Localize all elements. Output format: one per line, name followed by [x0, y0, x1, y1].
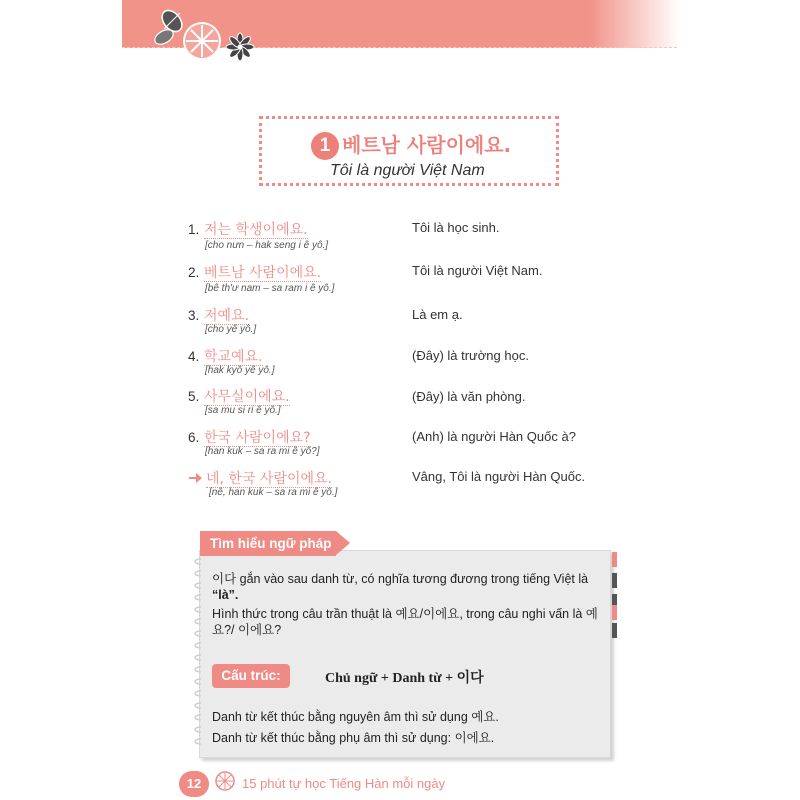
- example-number: 1.: [188, 222, 200, 237]
- example-translation: Vâng, Tôi là người Hàn Quốc.: [412, 469, 586, 484]
- example-number: 3.: [188, 308, 200, 323]
- example-korean: 저는 학생이에요.: [204, 222, 308, 238]
- structure-formula: Chủ ngữ + Danh từ + 이다: [325, 671, 484, 686]
- example-number: 5.: [188, 389, 200, 404]
- example-romanization: [hak kyô yê yô.]: [205, 365, 275, 376]
- book-title: 15 phút tự học Tiếng Hàn mỗi ngày: [242, 776, 446, 791]
- grammar-rule-vowel: Danh từ kết thúc bằng nguyên âm thì sử dụng 예요.: [212, 710, 499, 724]
- example-translation: Tôi là người Việt Nam.: [412, 263, 543, 278]
- example-translation: Là em ạ.: [412, 307, 463, 322]
- example-romanization: [cho yê yô.]: [205, 324, 257, 335]
- grammar-label-arrow: [336, 531, 350, 555]
- example-korean: 베트남 사람이에요.: [204, 265, 322, 281]
- notebook-tab: [612, 573, 617, 588]
- example-number: 2.: [188, 265, 200, 280]
- example-romanization: [cho nưn – hak seng i ê yô.]: [205, 240, 329, 251]
- example-romanization: [han kuk – sa ra mi ê yô?]: [205, 446, 320, 457]
- spiral-binding: [191, 557, 205, 747]
- lesson-title-korean: 베트남 사람이에요.: [342, 133, 512, 157]
- grammar-section-label: Tìm hiểu ngữ pháp: [200, 531, 336, 556]
- lesson-number-badge: 1: [311, 132, 339, 160]
- grammar-rule-consonant: Danh từ kết thúc bằng phụ âm thì sử dụng: 이에요.: [212, 731, 495, 745]
- example-romanization: [sa mu si ri ê yô.]: [205, 405, 281, 416]
- orange-slice-icon: [214, 770, 236, 792]
- example-number: 6.: [188, 430, 200, 445]
- orange-slice-icon: [183, 22, 221, 60]
- header-decoration: [150, 5, 260, 67]
- flower-icon: [226, 33, 254, 61]
- structure-label: Cấu trúc:: [212, 664, 290, 688]
- grammar-paragraph-1: 이다 gắn vào sau danh từ, có nghĩa tương đương trong tiếng Việt là “là”.: [212, 572, 589, 602]
- example-romanization: [nê, han kuk – sa ra mi ê yô.]: [209, 487, 338, 498]
- page-number: 12: [179, 771, 209, 797]
- arrow-right-icon: [188, 472, 204, 484]
- lesson-title-vietnamese: Tôi là người Việt Nam: [330, 162, 485, 179]
- leaf-icon: [152, 7, 186, 48]
- example-korean: 한국 사람이에요?: [204, 430, 311, 446]
- grammar-paragraph-2: Hình thức trong câu trần thuật là 예요/이에요, trong câu nghi vấn là 예요?/ 이에요?: [212, 607, 598, 637]
- example-korean: 학교예요.: [204, 349, 263, 365]
- example-translation: (Anh) là người Hàn Quốc à?: [412, 429, 576, 444]
- example-translation: (Đây) là trường học.: [412, 348, 529, 363]
- notebook-tab: [612, 605, 617, 620]
- notebook-tab: [612, 552, 617, 567]
- notebook-tab: [612, 623, 617, 638]
- example-korean: 사무실이에요.: [204, 389, 290, 405]
- example-translation: (Đây) là văn phòng.: [412, 389, 526, 404]
- example-romanization: [bê th'ư nam – sa ram i ê yô.]: [205, 283, 335, 294]
- example-number: 4.: [188, 349, 200, 364]
- example-korean: 네, 한국 사람이에요.: [206, 471, 332, 487]
- example-korean: 저예요.: [204, 308, 250, 324]
- example-translation: Tôi là học sinh.: [412, 220, 500, 235]
